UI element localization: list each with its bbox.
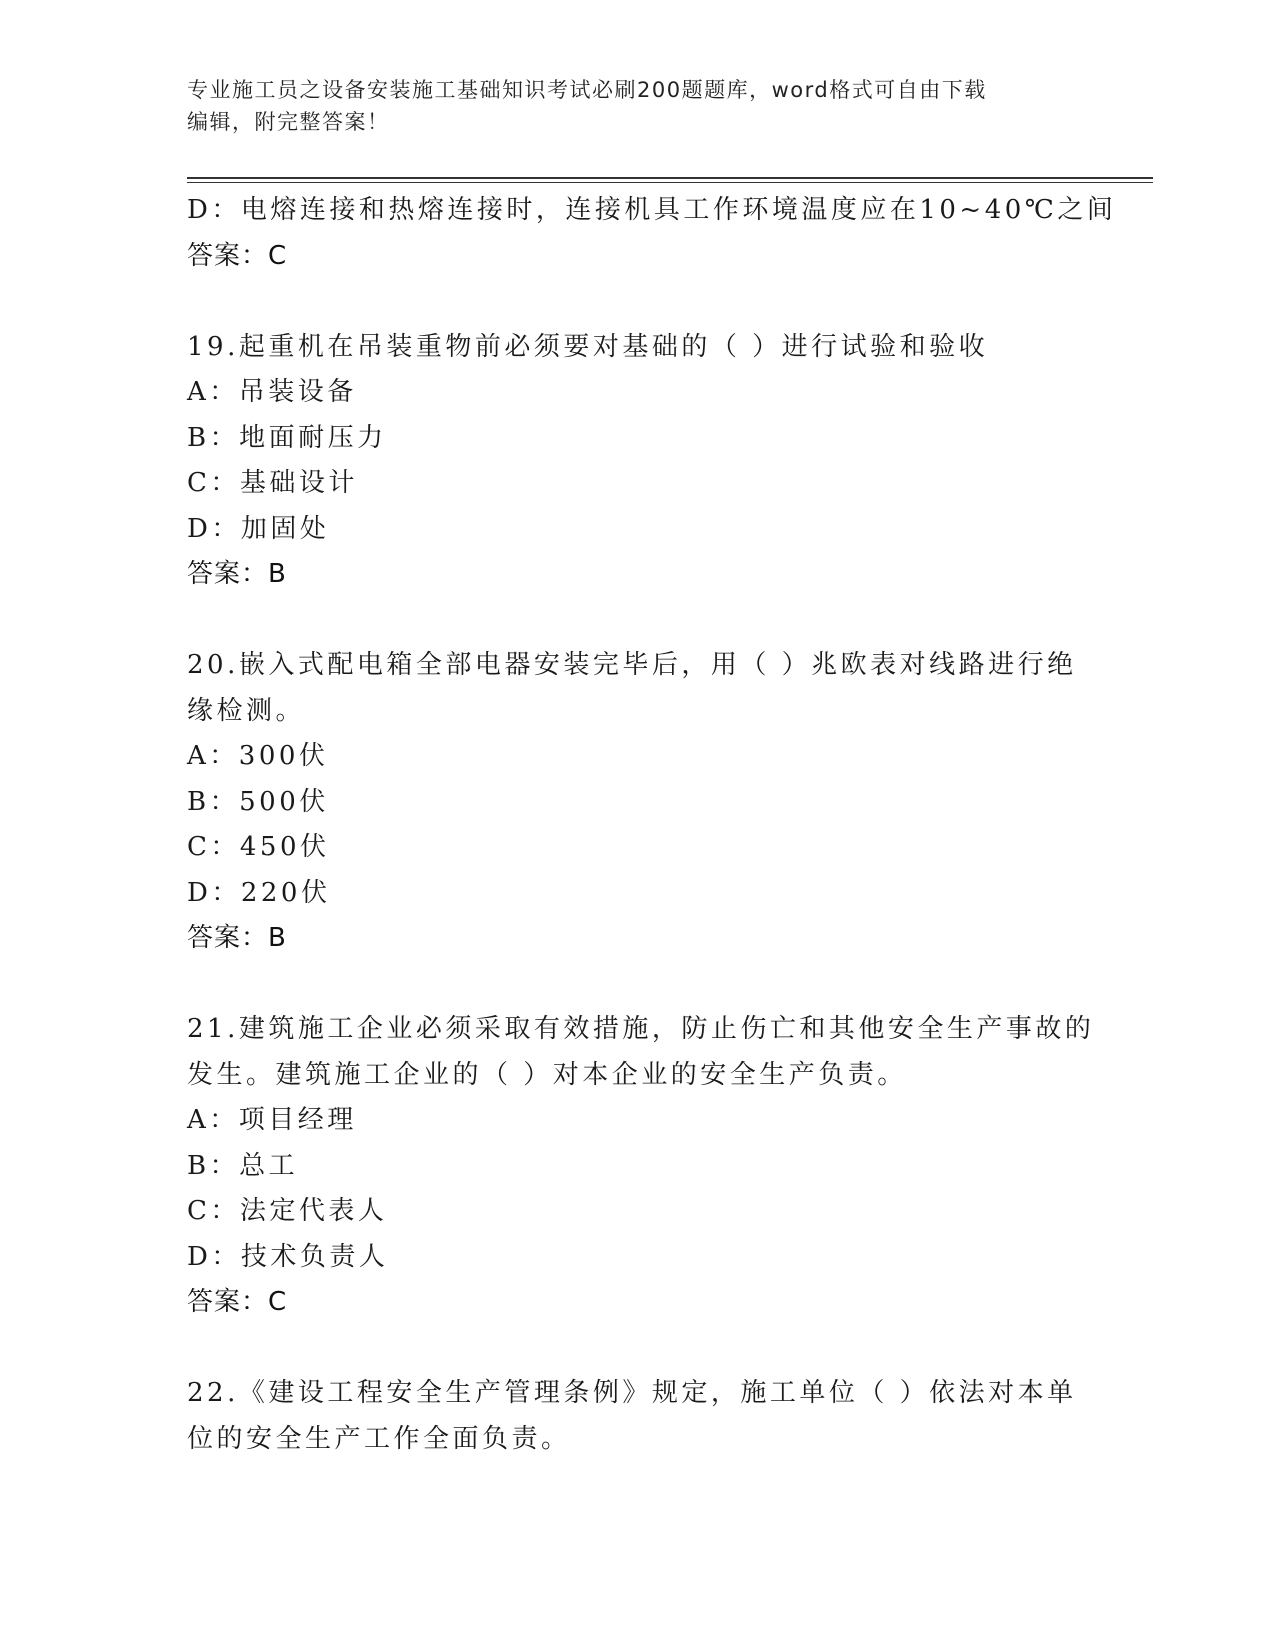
- answer-line: 答案：B: [187, 923, 287, 953]
- option-b: B：地面耐压力: [187, 422, 387, 453]
- header-divider-thick: [187, 177, 1153, 179]
- option-c: C：法定代表人: [187, 1196, 388, 1226]
- option-a: A：项目经理: [187, 1105, 357, 1135]
- question-text-continued: 缘检测。: [187, 695, 306, 726]
- spacer: [187, 962, 1087, 1008]
- header-line-2: 编辑，附完整答案！: [187, 110, 390, 134]
- header-line-1: 专业施工员之设备安装施工基础知识考试必刷200题题库，word格式可自由下载: [187, 78, 987, 102]
- document-header: [187, 74, 1067, 138]
- header-divider-thin: [187, 182, 1153, 183]
- question-text: 19.起重机在吊装重物前必须要对基础的（ ）进行试验和验收: [187, 331, 989, 362]
- question-text: 22.《建设工程安全生产管理条例》规定，施工单位（ ）依法对本单: [187, 1378, 1077, 1408]
- question-22: [187, 1371, 1087, 1462]
- option-d: D：220伏: [187, 877, 331, 908]
- option-c: C：450伏: [187, 832, 330, 862]
- answer-line: 答案：B: [187, 559, 287, 589]
- spacer: [187, 279, 1087, 325]
- spacer: [187, 1326, 1087, 1372]
- option-a: A：300伏: [187, 741, 329, 771]
- question-text: 20.嵌入式配电箱全部电器安装完毕后，用（ ）兆欧表对线路进行绝: [187, 650, 1077, 680]
- option-c: C：基础设计: [187, 468, 358, 498]
- question-20: [187, 643, 1087, 962]
- option-d: D：电熔连接和热熔连接时，连接机具工作环境温度应在10~40℃之间: [187, 195, 1117, 225]
- answer-line: 答案：C: [187, 1287, 288, 1317]
- question-text-continued: 发生。建筑施工企业的（ ）对本企业的安全生产负责。: [187, 1059, 907, 1090]
- spacer: [187, 598, 1087, 644]
- option-b: B：总工: [187, 1150, 299, 1181]
- question-text-continued: 位的安全生产工作全面负责。: [187, 1423, 571, 1454]
- previous-question-tail: [187, 188, 1117, 279]
- option-a: A：吊装设备: [187, 377, 357, 407]
- question-21: [187, 1007, 1095, 1326]
- question-text: 21.建筑施工企业必须采取有效措施，防止伤亡和其他安全生产事故的: [187, 1014, 1095, 1044]
- option-b: B：500伏: [187, 786, 329, 817]
- option-d: D：加固处: [187, 513, 330, 544]
- answer-line: 答案：C: [187, 240, 288, 271]
- question-content: [187, 188, 1117, 1462]
- question-19: [187, 325, 1087, 598]
- option-d: D：技术负责人: [187, 1241, 389, 1272]
